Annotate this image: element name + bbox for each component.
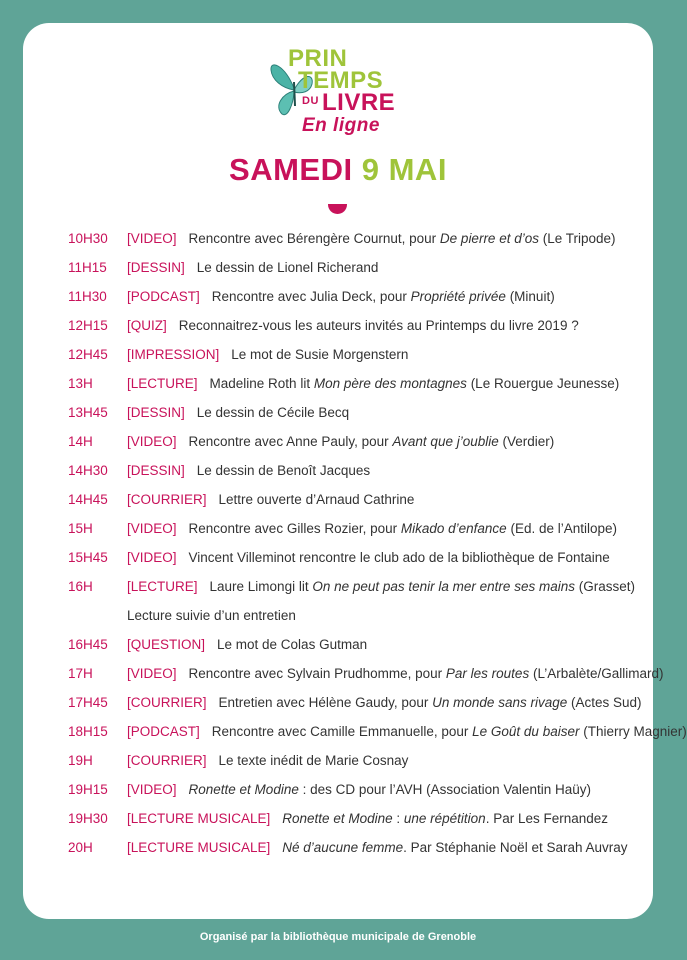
event-text: (Thierry Magnier) [579, 724, 687, 739]
event-description [219, 693, 642, 713]
event-category: [LECTURE MUSICALE] [127, 811, 271, 826]
event-text: Le mot de Colas Gutman [217, 637, 368, 652]
event-time: 12H15 [68, 318, 108, 333]
event-text: (Verdier) [498, 434, 555, 449]
event-category: [COURRIER] [127, 492, 207, 507]
event-description [197, 461, 370, 481]
event-description [197, 403, 349, 423]
event-text: (Ed. de l’Antilope) [506, 521, 618, 536]
event-description [210, 577, 635, 597]
event-description [189, 519, 618, 539]
event-category: [COURRIER] [127, 753, 207, 768]
event-category: [LECTURE MUSICALE] [127, 840, 271, 855]
event-text: (Le Rouergue Jeunesse) [466, 376, 620, 391]
event-text: Lecture suivie d’un entretien [127, 608, 296, 623]
printemps-du-livre-logo [268, 44, 418, 139]
logo-text-temps: TEMPS [298, 67, 384, 94]
title-date: 9 MAI [361, 152, 447, 187]
event-text: Entretien avec Hélène Gaudy, pour [218, 695, 433, 710]
event-description [212, 287, 555, 307]
event-description [210, 374, 620, 394]
logo-text-livre: LIVRE [322, 89, 396, 116]
event-description [127, 606, 296, 626]
event-category: [QUESTION] [127, 637, 206, 652]
schedule-row [0, 635, 676, 655]
event-title-italic: Avant que j’oublie [392, 434, 499, 449]
event-text: Le dessin de Lionel Richerand [196, 260, 379, 275]
event-title-italic: Un monde sans rivage [432, 695, 568, 710]
event-category: [VIDEO] [127, 782, 177, 797]
event-time: 18H15 [68, 724, 108, 739]
event-category: [QUIZ] [127, 318, 167, 333]
schedule-row [0, 693, 676, 713]
event-time: 19H [68, 753, 93, 768]
event-time: 12H45 [68, 347, 108, 362]
event-category: [PODCAST] [127, 724, 200, 739]
event-text: (Le Tripode) [538, 231, 616, 246]
schedule-row [0, 316, 676, 336]
event-text: : des CD pour l’AVH (Association Valentin Haüy) [298, 782, 591, 797]
event-text: . Par Les Fernandez [485, 811, 609, 826]
event-description [282, 838, 627, 858]
event-title-italic: On ne peut pas tenir la mer entre ses mains [312, 579, 575, 594]
event-time: 19H30 [68, 811, 108, 826]
event-description [197, 258, 379, 278]
event-time: 17H [68, 666, 93, 681]
schedule-row [0, 345, 676, 365]
event-title-italic: Né d’aucune femme [282, 840, 404, 855]
schedule-row [0, 229, 676, 249]
schedule-row [0, 432, 676, 452]
schedule-row [0, 548, 676, 568]
event-text: Rencontre avec Sylvain Prudhomme, pour [188, 666, 446, 681]
event-description [179, 316, 579, 336]
schedule-row [0, 258, 676, 278]
schedule-row [0, 374, 676, 394]
event-description [189, 229, 616, 249]
event-category: [VIDEO] [127, 666, 177, 681]
schedule-row [0, 722, 687, 742]
event-category: [PODCAST] [127, 289, 200, 304]
event-category: [DESSIN] [127, 260, 185, 275]
event-title-italic: De pierre et d’os [439, 231, 539, 246]
event-title-italic: Mon père des montagnes [313, 376, 467, 391]
schedule-row [0, 780, 676, 800]
event-title-italic: Le Goût du baiser [472, 724, 580, 739]
event-text: Rencontre avec Gilles Rozier, pour [188, 521, 401, 536]
event-text: Le mot de Susie Morgenstern [231, 347, 409, 362]
event-text: Vincent Villeminot rencontre le club ado de la bibliothèque de Fontaine [188, 550, 610, 565]
event-description [217, 635, 367, 655]
schedule-row [0, 577, 676, 597]
event-description [282, 809, 608, 829]
event-description [219, 751, 409, 771]
event-time: 13H [68, 376, 93, 391]
event-time: 15H [68, 521, 93, 536]
page-title [0, 152, 676, 188]
event-title-italic: Ronette et Modine [282, 811, 393, 826]
event-text: Madeline Roth lit [209, 376, 314, 391]
event-category: [LECTURE] [127, 579, 198, 594]
event-description [189, 664, 664, 684]
footer-credit: Organisé par la bibliothèque municipale de Grenoble [199, 931, 477, 943]
schedule-row [0, 838, 676, 858]
event-time: 14H [68, 434, 93, 449]
event-text: : [392, 811, 404, 826]
event-text: . Par Stéphanie Noël et Sarah Auvray [403, 840, 628, 855]
event-time: 17H45 [68, 695, 108, 710]
event-title-italic: une répétition [403, 811, 486, 826]
event-time: 19H15 [68, 782, 108, 797]
event-category: [VIDEO] [127, 434, 177, 449]
event-time: 11H30 [68, 289, 107, 304]
logo-text-du: DU [302, 95, 319, 107]
event-text: Reconnaitrez-vous les auteurs invités au Printemps du livre 2019 ? [178, 318, 579, 333]
schedule-row [0, 751, 676, 771]
schedule-row [0, 461, 676, 481]
event-text: Laure Limongi lit [209, 579, 313, 594]
event-category: [COURRIER] [127, 695, 207, 710]
event-category: [VIDEO] [127, 521, 177, 536]
event-text: Le texte inédit de Marie Cosnay [218, 753, 409, 768]
event-description [189, 780, 591, 800]
event-title-italic: Ronette et Modine [188, 782, 299, 797]
event-time: 15H45 [68, 550, 108, 565]
logo-text-prin: PRIN [288, 45, 348, 72]
event-text: (Minuit) [505, 289, 555, 304]
event-time: 16H [68, 579, 93, 594]
event-title-italic: Par les routes [445, 666, 530, 681]
event-time: 10H30 [68, 231, 108, 246]
event-title-italic: Mikado d’enfance [400, 521, 507, 536]
event-category: [LECTURE] [127, 376, 198, 391]
event-description [189, 432, 555, 452]
event-text: Le dessin de Benoît Jacques [196, 463, 371, 478]
event-text: (L’Arbalète/Gallimard) [529, 666, 664, 681]
schedule-row [0, 519, 676, 539]
event-time: 16H45 [68, 637, 108, 652]
event-text: (Grasset) [574, 579, 635, 594]
event-time: 11H15 [68, 260, 107, 275]
event-description [231, 345, 408, 365]
event-text: (Actes Sud) [567, 695, 642, 710]
schedule-row [0, 287, 676, 307]
event-text: Rencontre avec Anne Pauly, pour [188, 434, 393, 449]
event-time: 20H [68, 840, 93, 855]
schedule-row [0, 403, 676, 423]
event-text: Rencontre avec Camille Emmanuelle, pour [211, 724, 473, 739]
event-text: Rencontre avec Julia Deck, pour [211, 289, 411, 304]
event-title-italic: Propriété privée [410, 289, 506, 304]
title-day: SAMEDI [229, 152, 353, 187]
event-category: [VIDEO] [127, 231, 177, 246]
event-description [212, 722, 687, 742]
event-category: [DESSIN] [127, 405, 185, 420]
schedule-row [0, 809, 676, 829]
event-text: Lettre ouverte d’Arnaud Cathrine [218, 492, 415, 507]
event-time: 14H45 [68, 492, 108, 507]
event-category: [DESSIN] [127, 463, 185, 478]
event-description [219, 490, 415, 510]
event-text: Le dessin de Cécile Becq [196, 405, 350, 420]
event-text: Rencontre avec Bérengère Cournut, pour [188, 231, 440, 246]
schedule-row [0, 664, 676, 684]
event-time: 14H30 [68, 463, 108, 478]
event-category: [IMPRESSION] [127, 347, 220, 362]
event-description [189, 548, 610, 568]
logo-text-en-ligne: En ligne [302, 115, 380, 136]
schedule-row [0, 606, 676, 626]
event-time: 13H45 [68, 405, 108, 420]
schedule-row [0, 490, 676, 510]
event-category: [VIDEO] [127, 550, 177, 565]
